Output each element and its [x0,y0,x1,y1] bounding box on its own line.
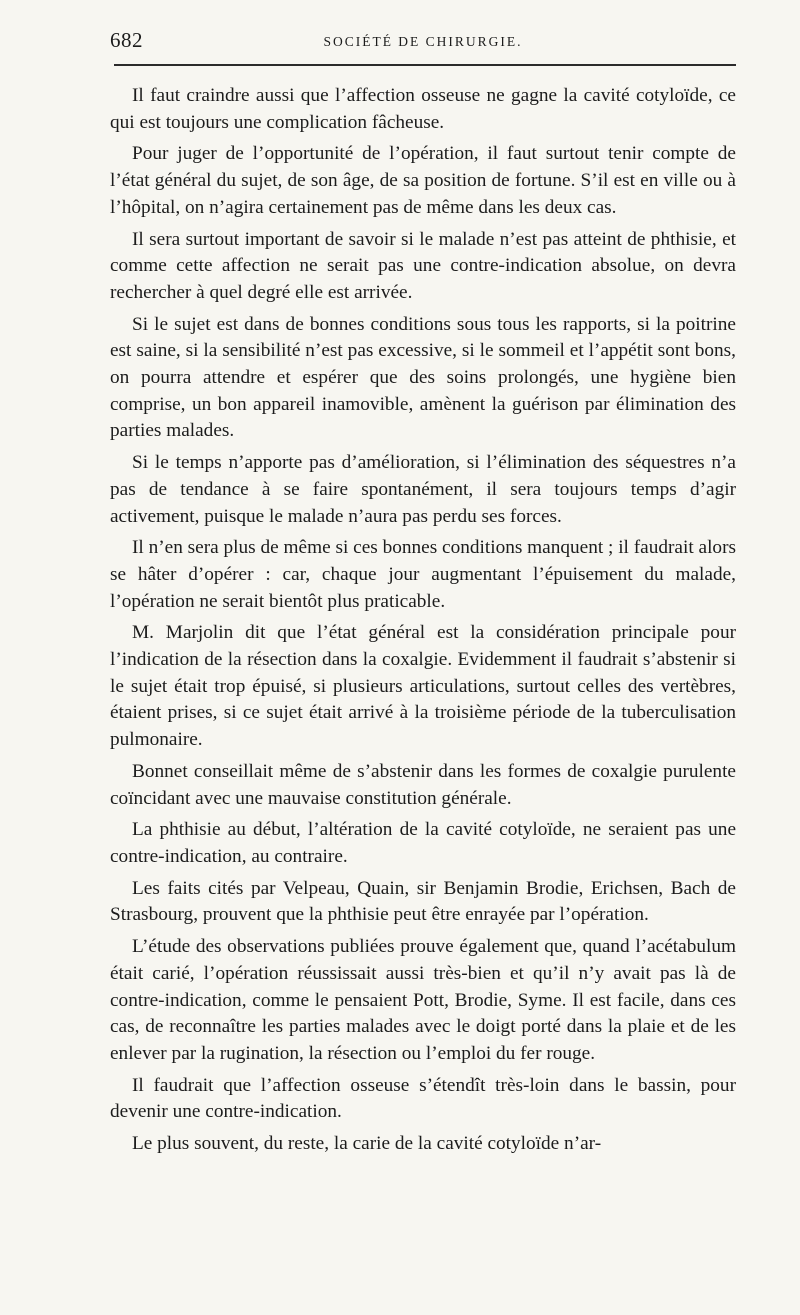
running-head: SOCIÉTÉ DE CHIRURGIE. [323,34,523,49]
paragraph: Pour juger de l’opportunité de l’opération, il faut surtout tenir compte de l’état général du sujet, de son âge, de sa position de fortune. S’il est en ville ou à l’hôpital, on n’agira certainement pas de même dans les deux cas. [110,143,736,218]
paragraph: Les faits cités par Velpeau, Quain, sir Benjamin Brodie, Erichsen, Bach de Strasbourg, prouvent que la phthisie peut être enrayée par l’opération. [110,877,736,926]
paragraph: Il n’en sera plus de même si ces bonnes conditions manquent ; il faudrait alors se hâter d’opérer : car, chaque jour augmentant l’épuisement du malade, l’opération ne serait bientôt plus praticable. [110,537,736,612]
paragraph: Il faudrait que l’affection osseuse s’étendît très-loin dans le bassin, pour devenir une contre-indication. [110,1074,736,1123]
paragraph: M. Marjolin dit que l’état général est la considération principale pour l’indication de la résection dans la coxalgie. Evidemment il faudrait s’abstenir si le sujet était trop épuisé, si plusieurs articulations, surtout celles des vertèbres, étaient prises, si ce sujet était arrivé à la troisième période de la tuberculisation pulmonaire. [110,622,736,751]
paragraph: Bonnet conseillait même de s’abstenir dans les formes de coxalgie purulente coïncidant avec une mauvaise constitution générale. [110,760,736,809]
paragraph: L’étude des observations publiées prouve également que, quand l’acétabulum était carié, l’opération réussissait aussi très-bien et qu’il n’y avait pas là de contre-indication, comme le pensaient Pott, Brodie, Syme. Il est facile, dans ces cas, de reconnaître les parties malades avec le doigt porté dans la plaie et de les enlever par la rugination, la résection ou l’emploi du fer rouge. [110,936,736,1064]
page-number: 682 [110,28,143,52]
page-header [108,26,738,52]
paragraph: Si le sujet est dans de bonnes conditions sous tous les rapports, si la poitrine est saine, si la sensibilité n’est pas excessive, si le sommeil et l’appétit sont bons, on pourra attendre et espérer que des soins prolongés, une hygiène bien comprise, un bon appareil inamovible, amènent la guérison par élimination des parties malades. [110,313,736,442]
header-rule [114,64,736,66]
paragraph: Il faut craindre aussi que l’affection osseuse ne gagne la cavité cotyloïde, ce qui est toujours une complication fâcheuse. [110,85,736,133]
body-text [110,83,736,1158]
paragraph: Le plus souvent, du reste, la carie de la cavité cotyloïde n’ar- [132,1133,602,1155]
paragraph: La phthisie au début, l’altération de la cavité cotyloïde, ne seraient pas une contre-indication, au contraire. [110,819,736,867]
paragraph: Si le temps n’apporte pas d’amélioration, si l’élimination des séquestres n’a pas de tendance à se faire spontanément, il sera toujours temps d’agir activement, puisque le malade n’aura pas perdu ses forces. [110,452,736,527]
paragraph: Il sera surtout important de savoir si le malade n’est pas atteint de phthisie, et comme cette affection ne serait pas une contre-indication absolue, on devra rechercher à quel degré elle est arrivée. [110,228,736,303]
